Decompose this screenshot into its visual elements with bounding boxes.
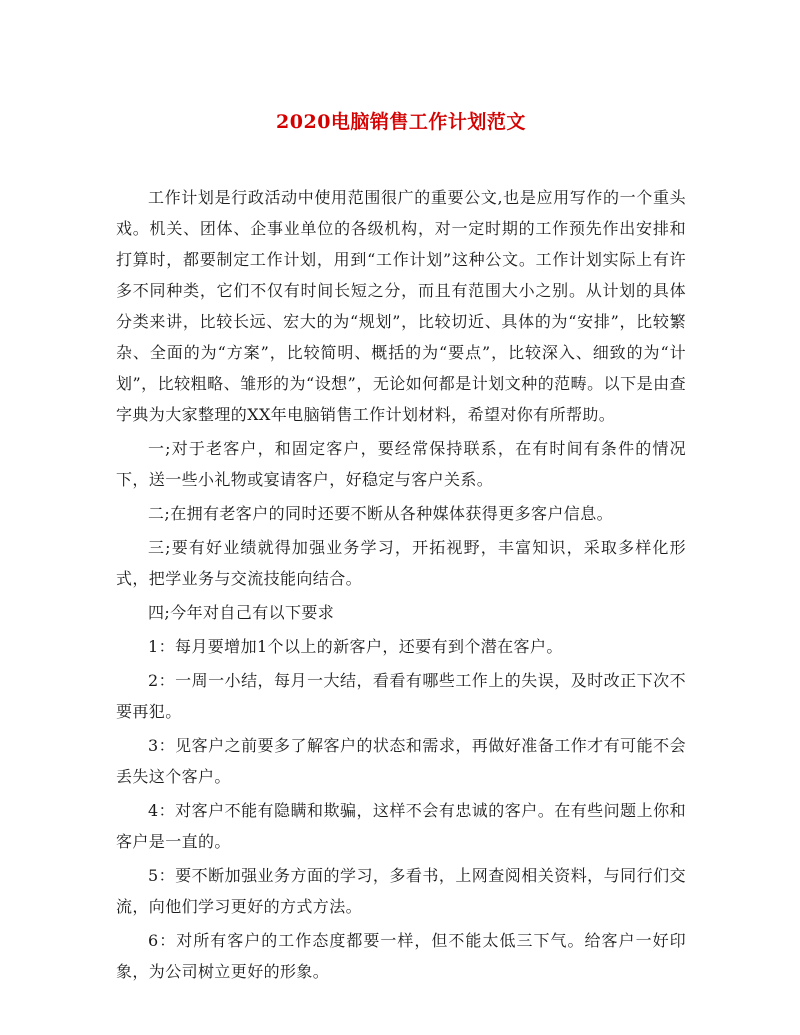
requirement-3-paragraph: 3：见客户之前要多了解客户的状态和需求，再做好准备工作才有可能不会丢失这个客户。	[116, 736, 686, 786]
requirement-2-paragraph: 2：一周一小结，每月一大结，看看有哪些工作上的失误，及时改正下次不要再犯。	[116, 671, 686, 721]
requirement-4-paragraph: 4：对客户不能有隐瞒和欺骗，这样不会有忠诚的客户。在有些问题上你和客户是一直的。	[116, 801, 686, 851]
point-two-paragraph: 二;在拥有老客户的同时还要不断从各种媒体获得更多客户信息。	[148, 504, 613, 523]
document-title: 2020电脑销售工作计划范文	[276, 111, 526, 133]
point-three-paragraph: 三;要有好业绩就得加强业务学习，开拓视野，丰富知识，采取多样化形式，把学业务与交流技能向结合。	[116, 538, 686, 588]
point-four-heading: 四;今年对自己有以下要求	[148, 603, 335, 622]
document-body	[116, 182, 686, 987]
point-one-paragraph: 一;对于老客户，和固定客户，要经常保持联系，在有时间有条件的情况下，送一些小礼物或宴请客户，好稳定与客户关系。	[116, 439, 686, 489]
intro-paragraph: 工作计划是行政活动中使用范围很广的重要公文,也是应用写作的一个重头戏。机关、团体、企事业单位的各级机构，对一定时期的工作预先作出安排和打算时，都要制定工作计划，用到“工作计划”这种公文。工作计划实际上有许多不同种类，它们不仅有时间长短之分，而且有范围大小之别。从计划的具体分类来讲，比较长远、宏大的为“规划”，比较切近、具体的为“安排”，比较繁杂、全面的为“方案”，比较简明、概括的为“要点”，比较深入、细致的为“计划”，比较粗略、雏形的为“设想”，无论如何都是计划文种的范畴。以下是由查字典为大家整理的XX年电脑销售工作计划材料，希望对你有所帮助。	[116, 188, 686, 424]
document-page	[116, 0, 686, 987]
requirement-1-paragraph: 1：每月要增加1个以上的新客户，还要有到个潜在客户。	[148, 637, 563, 656]
requirement-5-paragraph: 5：要不断加强业务方面的学习，多看书，上网查阅相关资料，与同行们交流，向他们学习更好的方式方法。	[116, 866, 686, 916]
requirement-6-paragraph: 6：对所有客户的工作态度都要一样，但不能太低三下气。给客户一好印象，为公司树立更好的形象。	[116, 931, 686, 981]
